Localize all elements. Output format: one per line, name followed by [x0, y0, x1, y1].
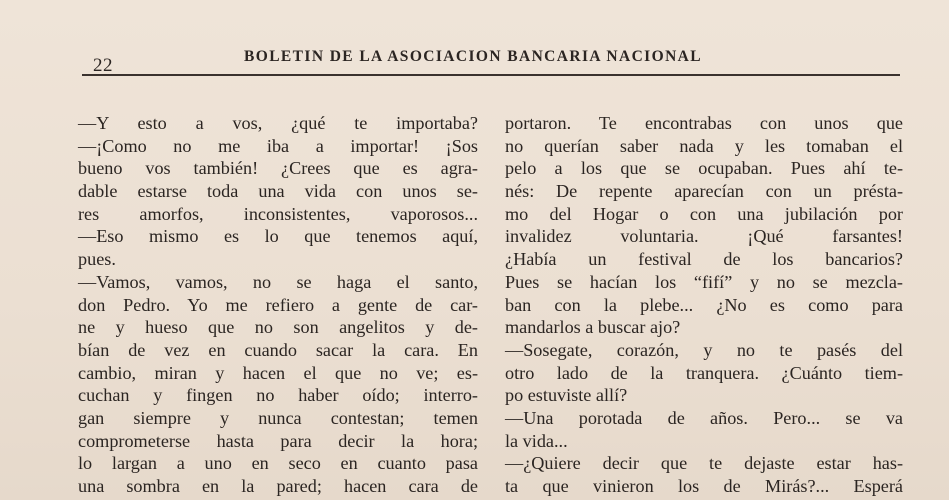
text-line: bueno vos también! ¿Crees que es agra-: [78, 158, 478, 179]
text-line: Pues se hacían los “fifí” y no se mezcla-: [505, 271, 903, 292]
text-line: la vida...: [505, 430, 568, 451]
text-line: —Una porotada de años. Pero... se va: [505, 407, 903, 428]
text-line: mandarlos a buscar ajo?: [505, 317, 681, 338]
left-text-column: [78, 112, 478, 498]
text-line: —Y esto a vos, ¿qué te importaba?: [78, 113, 478, 133]
right-text-column: [505, 112, 903, 498]
text-line: portaron. Te encontrabas con unos que: [505, 113, 903, 133]
text-line: —¡Como no me iba a importar! ¡Sos: [78, 135, 478, 156]
text-line: invalidez voluntaria. ¡Qué farsantes!: [505, 226, 903, 247]
text-line: ne y hueso que no son angelitos y de-: [78, 317, 478, 338]
text-line: comprometerse hasta para decir la hora;: [78, 430, 478, 451]
page-number: 22: [93, 55, 113, 76]
text-line: don Pedro. Yo me refiero a gente de car-: [78, 294, 478, 315]
text-line: cuchan y fingen no haber oído; interro-: [78, 385, 478, 406]
text-line: res amorfos, inconsistentes, vaporosos...: [78, 203, 478, 224]
running-title: BOLETIN DE LA ASOCIACION BANCARIA NACIONAL: [244, 48, 703, 65]
text-line: otro lado de la tranquera. ¿Cuánto tiem-: [505, 362, 903, 383]
text-line: lo largan a uno en seco en cuanto pasa: [78, 453, 478, 474]
text-line: bían de vez en cuando sacar la cara. En: [78, 339, 478, 360]
text-line: ta que vinieron los de Mirás?... Esperá: [505, 476, 903, 496]
text-line: ban con la plebe... ¿No es como para: [505, 294, 903, 315]
page-header: [0, 42, 949, 82]
text-line: no querían saber nada y les tomaban el: [505, 135, 903, 156]
text-line: —Eso mismo es lo que tenemos aquí,: [78, 226, 478, 247]
text-line: una sombra en la pared; hacen cara de: [78, 476, 478, 496]
text-line: mo del Hogar o con una jubilación por: [505, 203, 903, 224]
text-line: ¿Había un festival de los bancarios?: [505, 249, 903, 270]
text-line: —Vamos, vamos, no se haga el santo,: [78, 271, 478, 292]
text-line: cambio, miran y hacen el que no ve; es-: [78, 362, 478, 383]
text-line: dable estarse toda una vida con unos se-: [78, 181, 478, 202]
text-line: pelo a los que se ocupaban. Pues ahí te-: [505, 158, 903, 179]
text-line: —Sosegate, corazón, y no te pasés del: [505, 339, 903, 360]
header-rule: [82, 74, 900, 76]
text-line: gan siempre y nunca contestan; temen: [78, 407, 478, 428]
text-line: nés: De repente aparecían con un présta-: [505, 181, 903, 202]
text-line: pues.: [78, 249, 116, 270]
text-line: po estuviste allí?: [505, 385, 628, 406]
text-line: —¿Quiere decir que te dejaste estar has-: [505, 453, 903, 474]
